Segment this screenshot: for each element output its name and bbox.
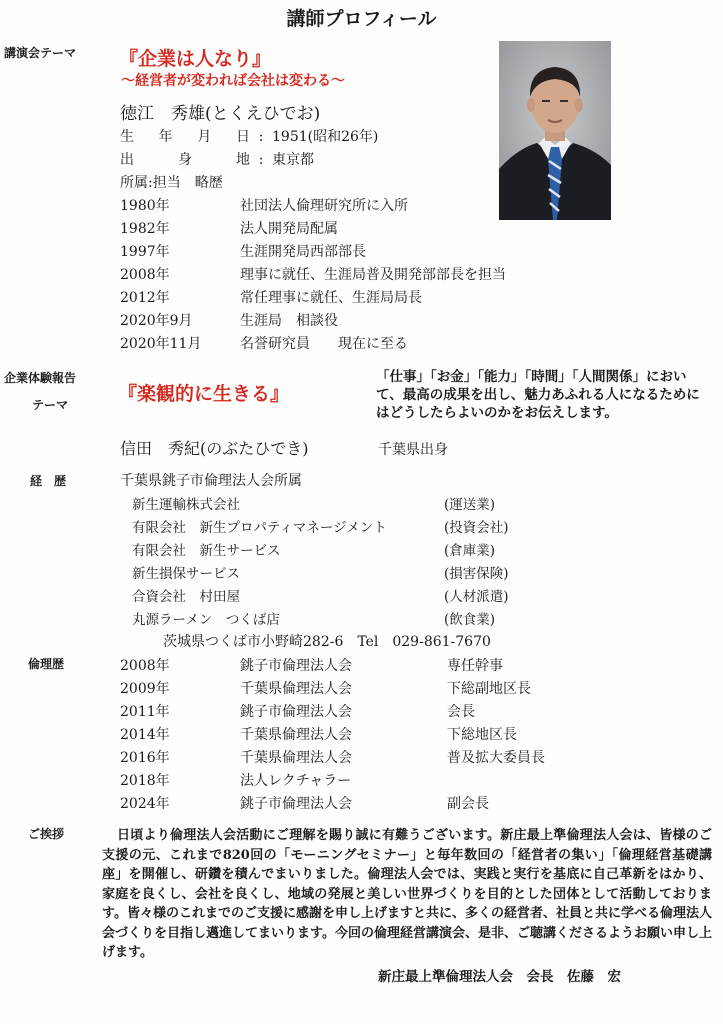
colon: : <box>258 152 264 168</box>
company-row <box>132 493 496 513</box>
ethics-role: 普及拡大委員長 <box>447 750 545 766</box>
career-label: 経 歴 <box>30 474 67 488</box>
ethics-org: 銚子市倫理法人会 <box>240 796 352 812</box>
ethics-label: 倫理歴 <box>28 657 65 671</box>
ethics-org: 千葉県倫理法人会 <box>240 727 352 743</box>
company-name: 新生運輸株式会社 <box>132 497 240 513</box>
speaker2-affiliation: 千葉県銚子市倫理法人会所属 <box>120 473 302 489</box>
ethics-role: 会長 <box>447 704 475 720</box>
speaker2-origin: 千葉県出身 <box>378 442 448 458</box>
origin-value: 東京都 <box>272 152 314 168</box>
company-type: (損害保険) <box>444 566 509 582</box>
ethics-year: 2018年 <box>120 773 170 789</box>
ethics-org: 銚子市倫理法人会 <box>240 658 352 674</box>
company-name: 有限会社 新生サービス <box>132 543 281 559</box>
company-row <box>132 562 509 582</box>
ethics-year: 2011年 <box>120 704 170 720</box>
company-row <box>132 608 496 628</box>
career-year: 1982年 <box>120 221 170 237</box>
company-type: (倉庫業) <box>444 543 496 559</box>
speaker2-name: 信田 秀紀(のぶたひでき) <box>120 439 309 458</box>
report-label: 企業体験報告 <box>4 371 77 385</box>
ethics-year: 2014年 <box>120 727 170 743</box>
career-text: 生涯開発局西部部長 <box>240 244 366 260</box>
career-row <box>120 241 366 261</box>
company-row <box>132 585 509 605</box>
career-row <box>120 333 408 353</box>
company-name: 新生損保サービス <box>132 566 240 582</box>
portrait-icon <box>499 41 611 220</box>
ethics-row <box>120 701 600 721</box>
speaker2-address: 茨城県つくば市小野崎282-6 Tel 029-861-7670 <box>163 634 491 650</box>
ethics-row <box>120 793 600 813</box>
colon: : <box>258 129 264 145</box>
ethics-org: 法人レクチャラー <box>240 773 352 789</box>
career-year: 2020年11月 <box>120 336 202 352</box>
career-text: 常任理事に就任、生涯局局長 <box>240 290 422 306</box>
greeting-label: ご挨拶 <box>28 827 65 841</box>
career-text: 生涯局 相談役 <box>240 313 338 329</box>
career-row <box>120 310 338 330</box>
ethics-row <box>120 678 600 698</box>
ethics-role: 専任幹事 <box>447 658 503 674</box>
birth-label: 生年月日 <box>120 129 250 145</box>
career-text: 理事に就任、生涯局普及開発部部長を担当 <box>240 267 506 283</box>
speaker-portrait <box>499 41 611 220</box>
career-year: 2012年 <box>120 290 170 306</box>
company-name: 合資会社 村田屋 <box>132 589 240 605</box>
speaker1-name: 徳江 秀雄(とくえひでお) <box>120 104 321 124</box>
speaker1-theme-subtitle: ～経営者が変われば会社は変わる～ <box>121 73 345 89</box>
ethics-year: 2009年 <box>120 681 170 697</box>
career-year: 1997年 <box>120 244 170 260</box>
ethics-org: 千葉県倫理法人会 <box>240 750 352 766</box>
career-text: 名誉研究員 現在に至る <box>240 336 408 352</box>
ethics-org: 千葉県倫理法人会 <box>240 681 352 697</box>
company-row <box>132 539 496 559</box>
greeting-text: 日頃より倫理法人会活動にご理解を賜り誠に有難うございます。新庄最上準倫理法人会は、皆様のご支援の元、これまで820回の「モーニングセミナー」と毎年数回の「経営者の集い」「倫理経営基礎講座」を開催し、研鑽を積んでまいりました。倫理法人会では、実践と実行を基底に自己革新をはかり、家庭を良くし、会社を良くし、地域の発展と美しい世界づくりを目的とした団体として活動しております。皆々様のこれまでのご支援に感謝を申し上げますと共に、多くの経営者、社員と共に学べる倫理法人会づくりを目指し邁進してまいります。今回の倫理経営講演会、是非、ご聴講くださるようお願い申し上げます。 <box>102 828 712 960</box>
birth-value: 1951(昭和26年) <box>272 129 379 145</box>
page-title: 講師プロフィール <box>286 8 437 30</box>
career-row <box>120 264 506 284</box>
ethics-year: 2008年 <box>120 658 170 674</box>
report-theme-label: テーマ <box>32 398 69 412</box>
company-row <box>132 516 509 536</box>
career-text: 法人開発局配属 <box>240 221 338 237</box>
speaker1-birth-row <box>120 126 378 146</box>
career-year: 2008年 <box>120 267 170 283</box>
ethics-role: 下総地区長 <box>447 727 517 743</box>
career-row <box>120 287 422 307</box>
ethics-year: 2016年 <box>120 750 170 766</box>
company-type: (運送業) <box>444 497 496 513</box>
career-year: 2020年9月 <box>120 313 193 329</box>
speaker2-theme-title: 『楽観的に生きる』 <box>118 383 290 405</box>
company-name: 有限会社 新生プロパティマネージメント <box>132 520 387 536</box>
lecture-theme-label: 講演会テーマ <box>4 46 77 60</box>
speaker1-theme-title: 『企業は人なり』 <box>119 48 272 70</box>
company-type: (投資会社) <box>444 520 509 536</box>
ethics-year: 2024年 <box>120 796 170 812</box>
ethics-org: 銚子市倫理法人会 <box>240 704 352 720</box>
company-name: 丸源ラーメン つくば店 <box>132 612 280 628</box>
ethics-role: 副会長 <box>447 796 489 812</box>
career-year: 1980年 <box>120 198 170 214</box>
ethics-row <box>120 747 600 767</box>
ethics-row <box>120 655 600 675</box>
company-type: (人材派遣) <box>444 589 509 605</box>
ethics-row <box>120 770 600 790</box>
career-text: 社団法人倫理研究所に入所 <box>240 198 408 214</box>
career-row <box>120 195 408 215</box>
ethics-row <box>120 724 600 744</box>
greeting-signature: 新庄最上準倫理法人会 会長 佐藤 宏 <box>378 969 621 985</box>
speaker2-theme-description: 「仕事」「お金」「能力」「時間」「人間関係」において、最高の成果を出し、魅力あふれる人になるためにはどうしたらよいのかをお伝えします。 <box>376 369 700 421</box>
company-type: (飲食業) <box>444 612 496 628</box>
career-row <box>120 218 338 238</box>
speaker1-origin-row <box>120 149 314 169</box>
speaker1-affiliation-heading: 所属:担当 略歴 <box>120 175 223 191</box>
ethics-role: 下総副地区長 <box>447 681 531 697</box>
origin-label: 出身地 <box>120 152 250 168</box>
